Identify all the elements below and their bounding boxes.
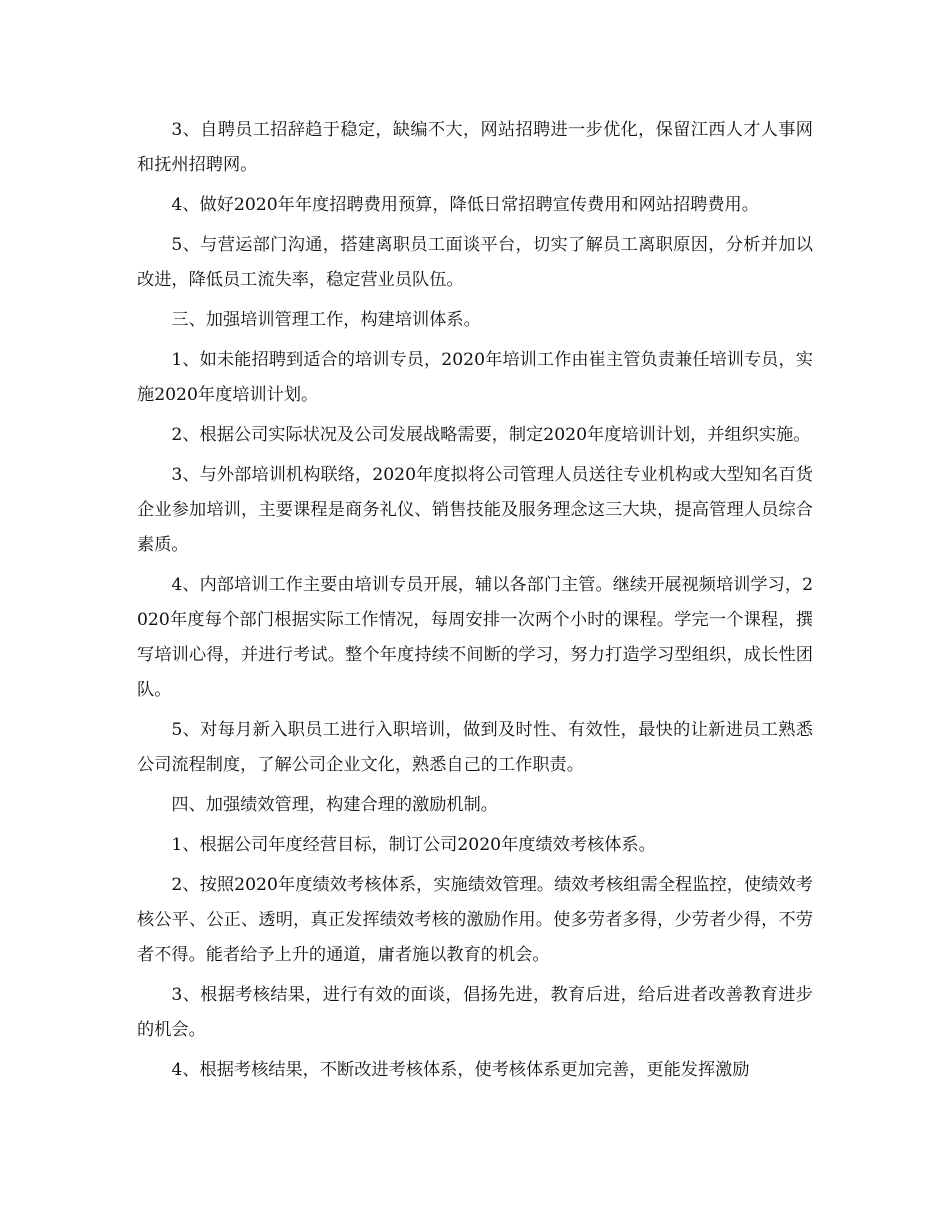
section-heading: 四、加强绩效管理，构建合理的激励机制。 [171,795,498,815]
paragraph: 5、与营运部门沟通，搭建离职员工面谈平台，切实了解员工离职原因，分析并加以改进，降低员工流失率，稳定营业员队伍。 [137,235,813,290]
paragraph: 2、按照2020年度绩效考核体系，实施绩效管理。绩效考核组需全程监控，使绩效考核公平、公正、透明，真正发挥绩效考核的激励作用。使多劳者多得，少劳者少得，不劳者不得。能者给予上升的通道，庸者施以教育的机会。 [137,875,813,965]
paragraph: 5、对每月新入职员工进行入职培训，做到及时性、有效性，最快的让新进员工熟悉公司流程制度，了解公司企业文化，熟悉自己的工作职责。 [137,720,813,775]
document-body [137,113,813,1093]
paragraph: 4、内部培训工作主要由培训专员开展，辅以各部门主管。继续开展视频培训学习，2020年度每个部门根据实际工作情况，每周安排一次两个小时的课程。学完一个课程，撰写培训心得，并进行考试。整个年度持续不间断的学习，努力打造学习型组织，成长性团队。 [137,575,813,700]
paragraph: 4、根据考核结果，不断改进考核体系，使考核体系更加完善，更能发挥激励 [171,1060,750,1080]
section-heading: 三、加强培训管理工作，构建培训体系。 [171,310,481,330]
paragraph: 3、与外部培训机构联络，2020年度拟将公司管理人员送往专业机构或大型知名百货企业参加培训，主要课程是商务礼仪、销售技能及服务理念这三大块，提高管理人员综合素质。 [137,465,813,555]
paragraph: 4、做好2020年年度招聘费用预算，降低日常招聘宣传费用和网站招聘费用。 [171,195,759,215]
paragraph: 1、根据公司年度经营目标，制订公司2020年度绩效考核体系。 [171,835,656,855]
paragraph: 2、根据公司实际状况及公司发展战略需要，制定2020年度培训计划，并组织实施。 [171,425,811,445]
paragraph: 3、根据考核结果，进行有效的面谈，倡扬先进，教育后进，给后进者改善教育进步的机会。 [137,985,813,1040]
paragraph: 3、自聘员工招辞趋于稳定，缺编不大，网站招聘进一步优化，保留江西人才人事网和抚州招聘网。 [137,120,813,175]
paragraph: 1、如未能招聘到适合的培训专员，2020年培训工作由崔主管负责兼任培训专员，实施2020年度培训计划。 [137,350,813,405]
